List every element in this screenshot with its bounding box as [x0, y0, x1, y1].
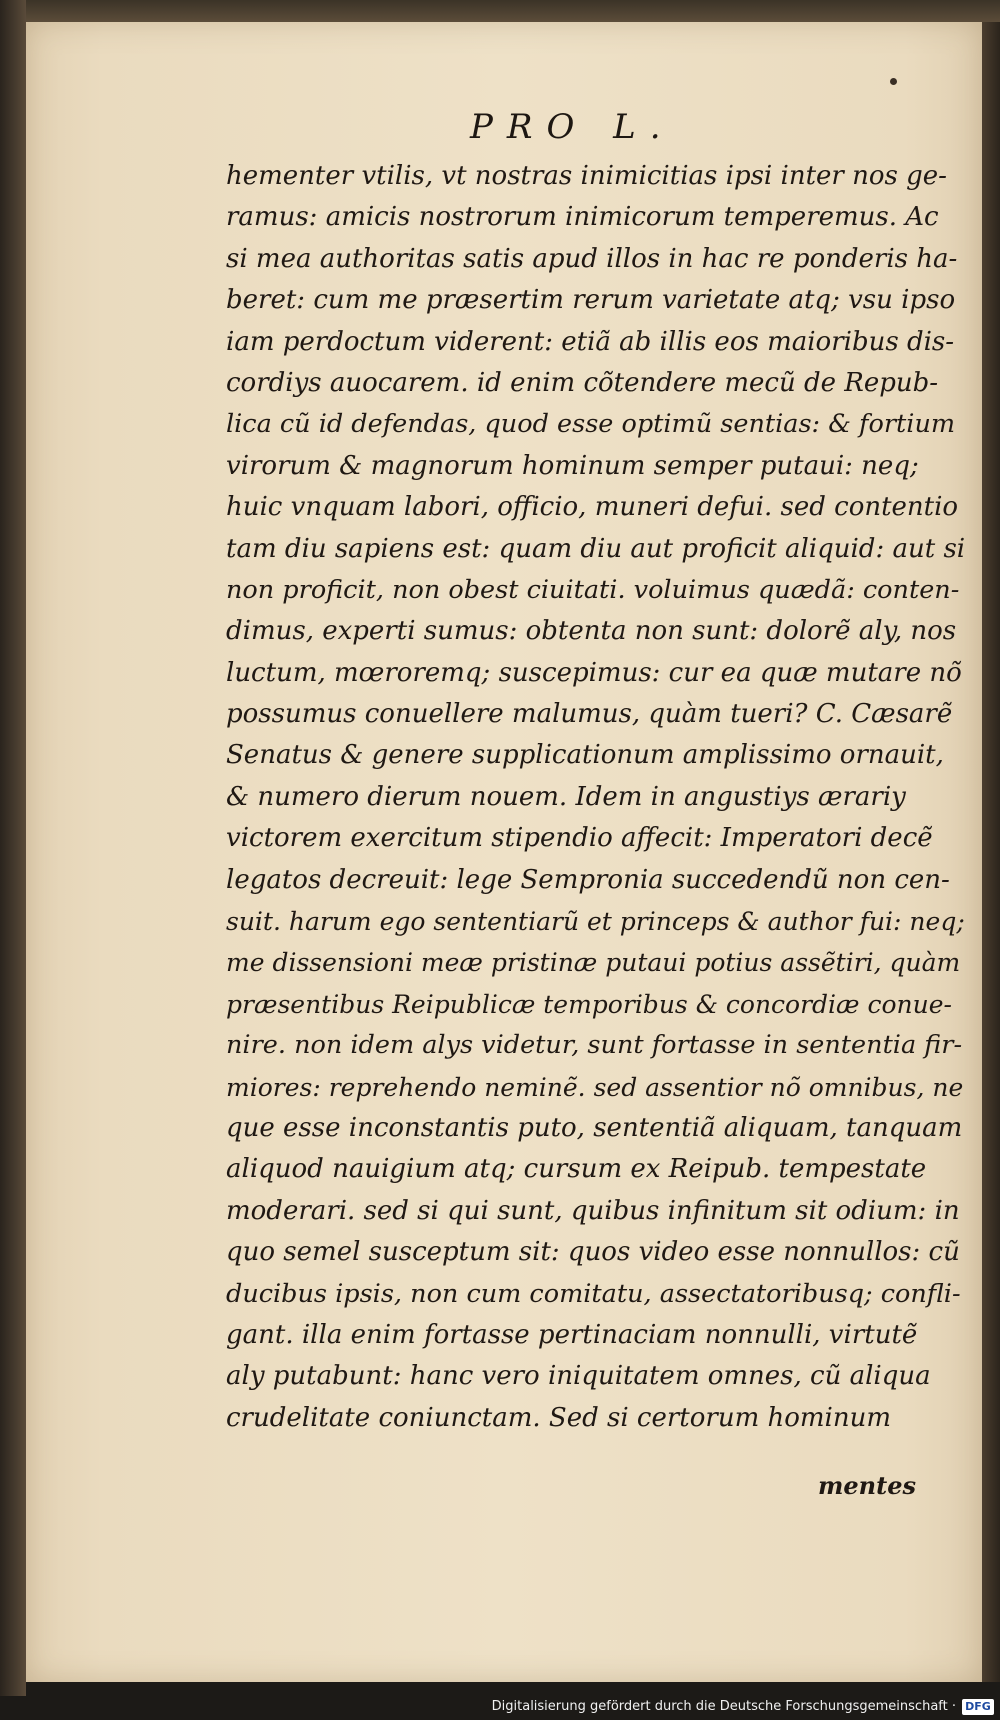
ink-spot	[890, 78, 897, 85]
text-line: victorem exercitum stipendio affecit: Imperatori decẽ	[226, 823, 933, 854]
text-line: nire. non idem alys videtur, sunt fortasse in sententia fir-	[226, 1030, 963, 1061]
running-head: PRO L.	[470, 107, 675, 147]
text-line: ducibus ipsis, non cum comitatu, assectatoribusq; confli-	[226, 1278, 961, 1309]
text-line: me dissensioni meæ pristinæ putaui potius assẽtiri, quàm	[226, 948, 961, 978]
text-line: quo semel susceptum sit: quos video esse nonnullos: cũ	[226, 1237, 960, 1268]
page-top-edge	[26, 0, 1000, 22]
text-line: dimus, experti sumus: obtenta non sunt: dolorẽ aly, nos	[226, 616, 957, 647]
text-line: virorum & magnorum hominum semper putaui: neq;	[226, 450, 919, 481]
text-line: si mea authoritas satis apud illos in hac re ponderis ha-	[226, 243, 958, 274]
text-line: possumus conuellere malumus, quàm tueri? C. Cæsarẽ	[226, 699, 953, 730]
text-line: crudelitate coniunctam. Sed si certorum hominum	[226, 1402, 892, 1433]
text-line: tam diu sapiens est: quam diu aut proficit aliquid: aut si	[226, 533, 966, 564]
text-line: hementer vtilis, vt nostras inimicitias ipsi inter nos ge-	[226, 161, 947, 191]
text-line: aly putabunt: hanc vero iniquitatem omnes, cũ aliqua	[226, 1361, 931, 1392]
dfg-logo: DFG	[962, 1699, 994, 1715]
text-line: moderari. sed si qui sunt, quibus infinitum sit odium: in	[226, 1195, 960, 1226]
footer-credit: Digitalisierung gefördert durch die Deutsche Forschungsgemeinschaft ·	[491, 1699, 956, 1714]
text-line: iam perdoctum viderent: etiã ab illis eos maioribus dis-	[226, 326, 955, 357]
text-line: aliquod nauigium atq; cursum ex Reipub. tempestate	[226, 1154, 927, 1185]
text-line: ramus: amicis nostrorum inimicorum temperemus. Ac	[226, 202, 939, 233]
text-line: que esse inconstantis puto, sententiã aliquam, tanquam	[226, 1112, 963, 1143]
text-line: non proficit, non obest ciuitati. voluimus quædã: conten-	[226, 574, 960, 605]
text-line: miores: reprehendo neminẽ. sed assentior nõ omnibus, ne	[226, 1072, 964, 1102]
page-right-edge	[982, 22, 1000, 1682]
catchword: mentes	[818, 1471, 916, 1500]
text-line: suit. harum ego sententiarũ et princeps & author fui: neq;	[226, 907, 965, 937]
text-line: beret: cum me præsertim rerum varietate atq; vsu ipso	[226, 285, 956, 316]
body-text	[226, 156, 966, 1439]
text-line: huic vnquam labori, officio, muneri defui. sed contentio	[226, 492, 959, 523]
digitization-footer	[0, 1696, 1000, 1720]
text-line: præsentibus Reipublicæ temporibus & concordiæ conue-	[226, 989, 952, 1019]
text-line: legatos decreuit: lege Sempronia succedendũ non cen-	[226, 864, 950, 895]
text-line: gant. illa enim fortasse pertinaciam nonnulli, virtutẽ	[226, 1319, 918, 1350]
text-line: luctum, mœroremq; suscepimus: cur ea quæ mutare nõ	[226, 657, 962, 688]
text-line: Senatus & genere supplicationum amplissimo ornauit,	[226, 740, 944, 771]
text-line: cordiys auocarem. id enim cõtendere mecũ de Repub-	[226, 367, 939, 398]
book-spine	[0, 0, 26, 1700]
text-line: & numero dierum nouem. Idem in angustiys ærariy	[226, 781, 906, 812]
text-line: lica cũ id defendas, quod esse optimũ sentias: & fortium	[226, 409, 956, 440]
